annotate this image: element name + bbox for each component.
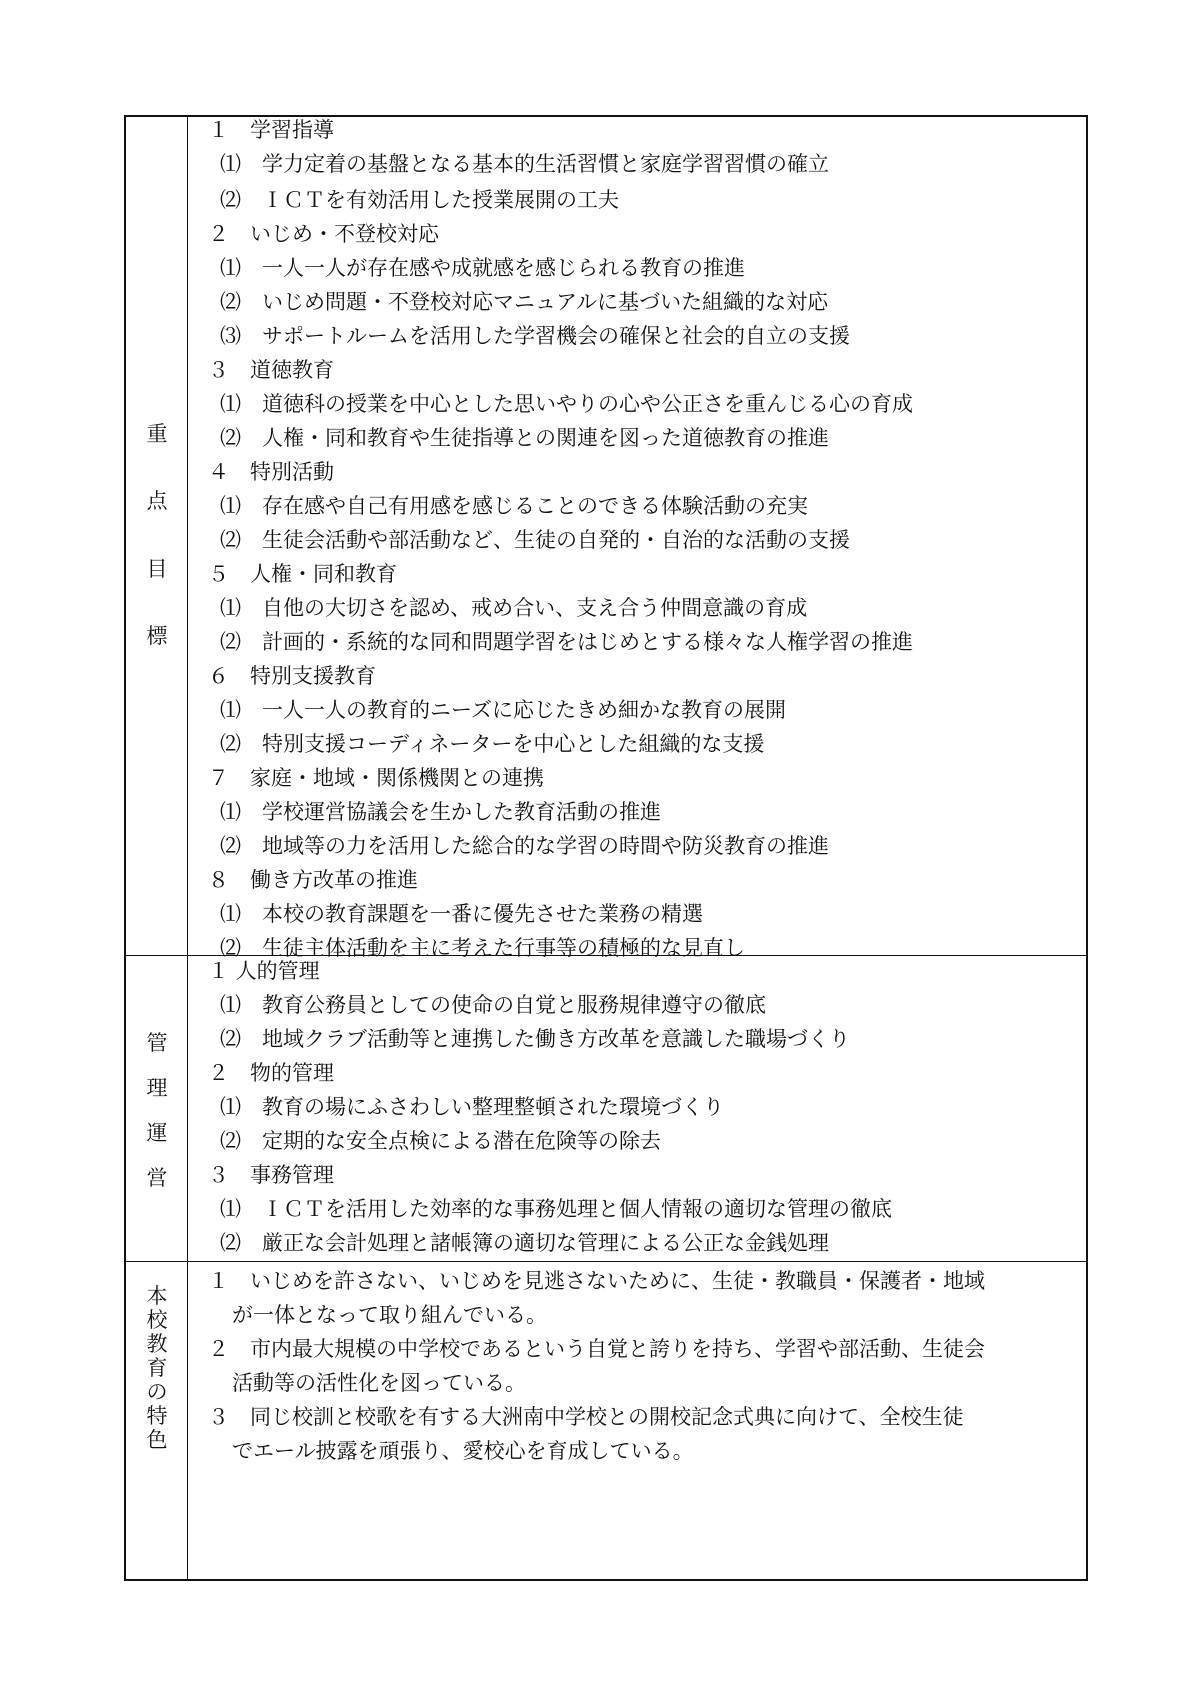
heading-line: ２ 物的管理 [208, 1061, 334, 1085]
item-line: ⑵ 厳正な会計処理と諸帳簿の適切な管理による公正な金銭処理 [220, 1231, 829, 1255]
heading-line: ８ 働き方改革の推進 [208, 868, 418, 892]
heading-line: １ 学習指導 [208, 118, 334, 142]
section-label-priority-goals [126, 117, 188, 1037]
label-char: 色 [146, 1428, 168, 1452]
item-line: ⑶ サポートルームを活用した学習機会の確保と社会的自立の支援 [220, 324, 850, 348]
school-plan-table [124, 115, 1088, 1581]
item-line: ⑴ 教育の場にふさわしい整理整頓された環境づくり [220, 1095, 724, 1119]
section-content-priority-goals [188, 117, 1086, 1037]
feature-line-cont: 活動等の活性化を図っている。 [232, 1371, 526, 1395]
section-content-management [188, 956, 1086, 1262]
item-line: ⑴ 道徳科の授業を中心とした思いやりの心や公正さを重んじる心の育成 [220, 392, 913, 416]
label-char: 標 [146, 624, 168, 648]
label-char: の [146, 1380, 168, 1404]
section-priority-goals [126, 117, 1086, 1037]
heading-line: ５ 人権・同和教育 [208, 562, 397, 586]
item-line: ⑵ 人権・同和教育や生徒指導との関連を図った道徳教育の推進 [220, 426, 829, 450]
label-char: 教 [146, 1332, 168, 1356]
item-line: ⑴ 一人一人が存在感や成就感を感じられる教育の推進 [220, 256, 745, 280]
item-line: ⑴ 学力定着の基盤となる基本的生活習慣と家庭学習習慣の確立 [220, 152, 829, 176]
item-line: ⑴ 存在感や自己有用感を感じることのできる体験活動の充実 [220, 494, 808, 518]
item-line: ⑵ 計画的・系統的な同和問題学習をはじめとする様々な人権学習の推進 [220, 630, 913, 654]
section-management [126, 955, 1086, 1262]
heading-line: ２ いじめ・不登校対応 [208, 222, 439, 246]
item-line: ⑵ いじめ問題・不登校対応マニュアルに基づいた組織的な対応 [220, 290, 829, 314]
label-char: 営 [146, 1166, 168, 1190]
section-school-features [126, 1261, 1086, 1580]
heading-line: ３ 道徳教育 [208, 358, 334, 382]
item-line: ⑴ ＩＣＴを活用した効率的な事務処理と個人情報の適切な管理の徹底 [220, 1197, 892, 1221]
label-char: 育 [146, 1356, 168, 1380]
feature-line-cont: が一体となって取り組んでいる。 [232, 1303, 547, 1327]
section-label-management [126, 956, 188, 1262]
label-char: 重 [146, 422, 168, 446]
section-label-school-features [126, 1262, 188, 1580]
label-char: 校 [146, 1308, 168, 1332]
item-line: ⑵ ＩＣＴを有効活用した授業展開の工夫 [220, 188, 619, 212]
item-line: ⑴ 教育公務員としての使命の自覚と服務規律遵守の徹底 [220, 993, 766, 1017]
item-line: ⑴ 自他の大切さを認め、戒め合い、支え合う仲間意識の育成 [220, 596, 808, 620]
item-line: ⑴ 一人一人の教育的ニーズに応じたきめ細かな教育の展開 [220, 698, 786, 722]
item-line: ⑵ 定期的な安全点検による潜在危険等の除去 [220, 1129, 661, 1153]
feature-line-cont: でエール披露を頑張り、愛校心を育成している。 [232, 1439, 694, 1463]
heading-line: ３ 事務管理 [208, 1163, 334, 1187]
item-line: ⑵ 地域クラブ活動等と連携した働き方改革を意識した職場づくり [220, 1027, 850, 1051]
item-line: ⑵ 生徒会活動や部活動など、生徒の自発的・自治的な活動の支援 [220, 528, 850, 552]
heading-line: ４ 特別活動 [208, 460, 334, 484]
item-line: ⑴ 本校の教育課題を一番に優先させた業務の精選 [220, 902, 703, 926]
heading-line: １ 人的管理 [208, 959, 320, 983]
heading-line: ７ 家庭・地域・関係機関との連携 [208, 766, 544, 790]
item-line: ⑴ 学校運営協議会を生かした教育活動の推進 [220, 800, 661, 824]
label-char: 本 [146, 1284, 168, 1308]
feature-line: １ いじめを許さない、いじめを見逃さないために、生徒・教職員・保護者・地域 [208, 1269, 985, 1293]
label-char: 理 [146, 1076, 168, 1100]
item-line: ⑵ 生徒主体活動を主に考えた行事等の積極的な見直し [220, 936, 745, 960]
section-content-school-features [188, 1262, 1086, 1580]
item-line: ⑵ 地域等の力を活用した総合的な学習の時間や防災教育の推進 [220, 834, 829, 858]
item-line: ⑵ 特別支援コーディネーターを中心とした組織的な支援 [220, 732, 765, 756]
label-char: 管 [146, 1031, 168, 1055]
label-char: 特 [146, 1404, 168, 1428]
label-char: 運 [146, 1121, 168, 1145]
heading-line: ６ 特別支援教育 [208, 664, 376, 688]
label-char: 点 [146, 489, 168, 513]
label-char: 目 [146, 557, 168, 581]
feature-line: ２ 市内最大規模の中学校であるという自覚と誇りを持ち、学習や部活動、生徒会 [208, 1337, 985, 1361]
feature-line: ３ 同じ校訓と校歌を有する大洲南中学校との開校記念式典に向けて、全校生徒 [208, 1405, 964, 1429]
